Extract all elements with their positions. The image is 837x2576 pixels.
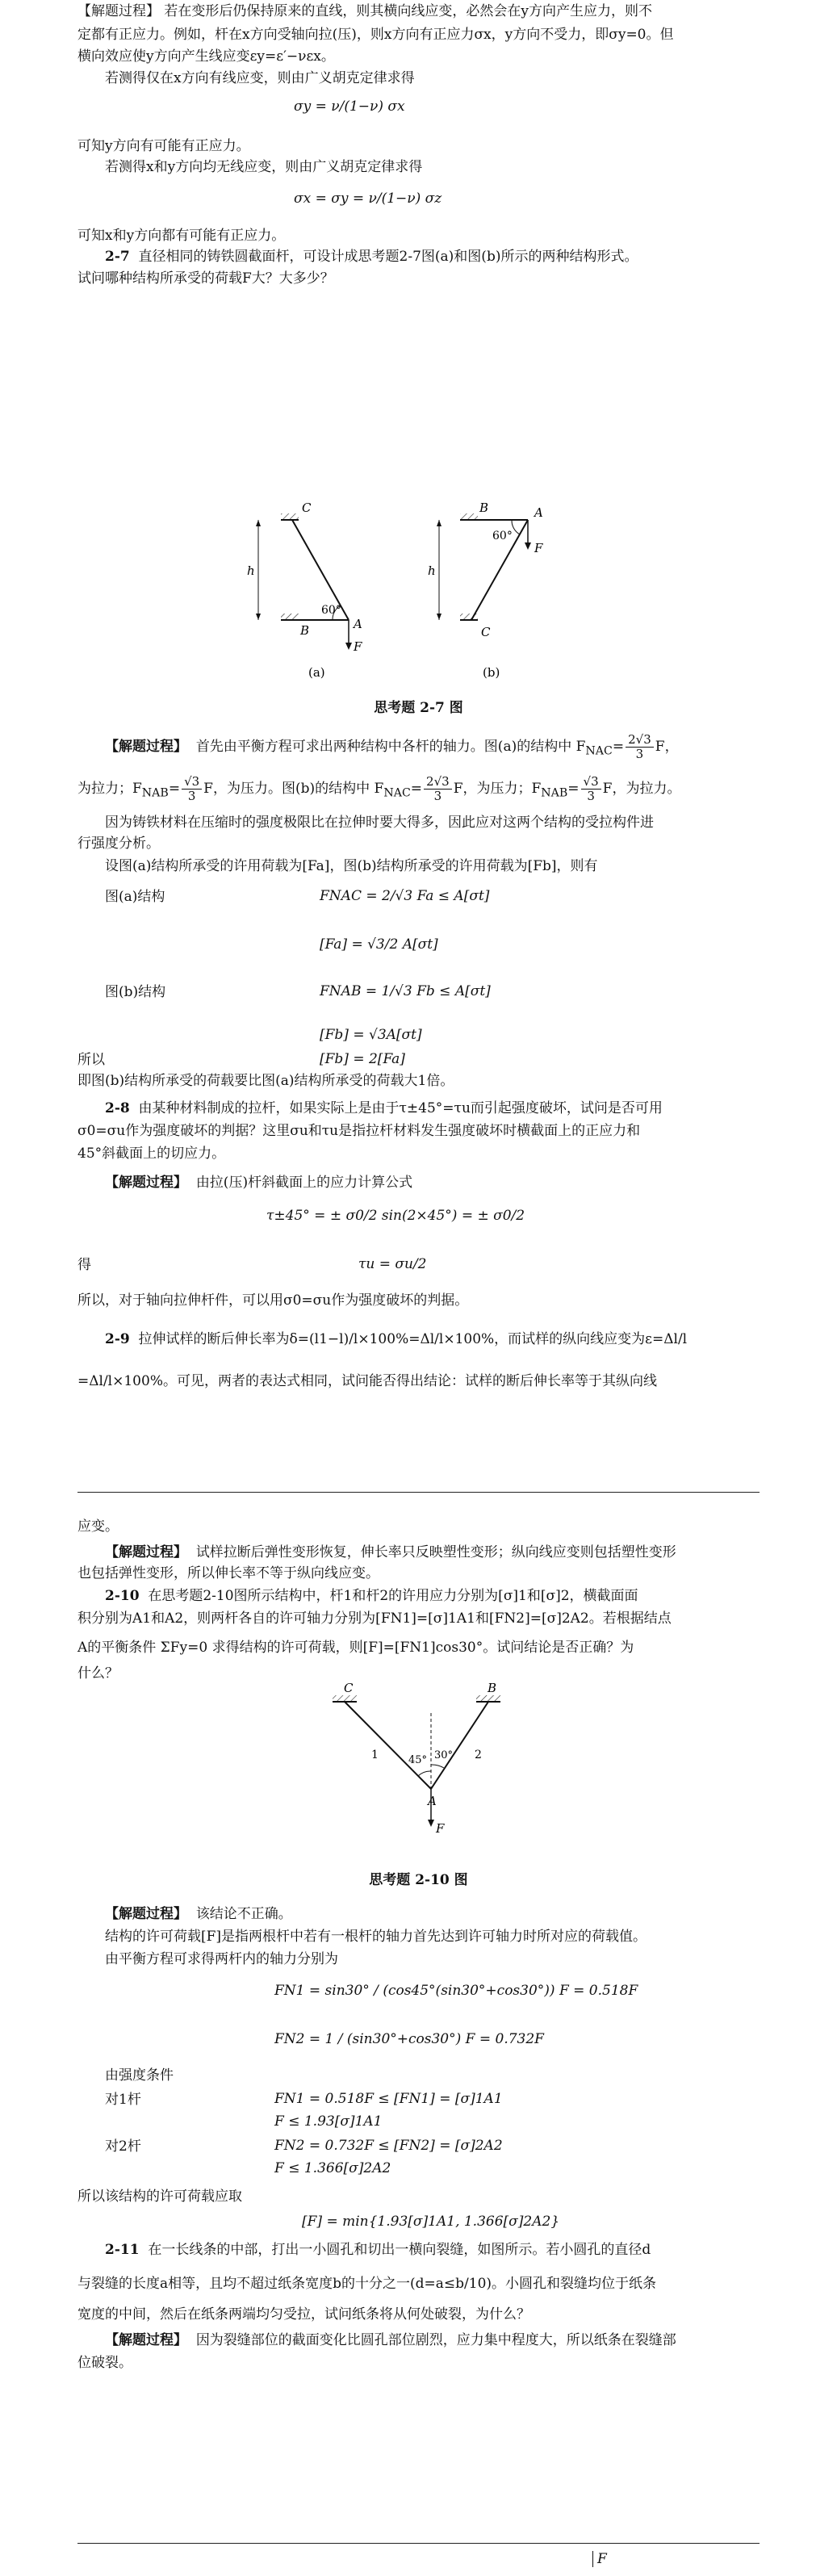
denominator: 3: [187, 789, 196, 803]
q210-sol-line-3: 由平衡方程可求得两杆内的轴力分别为: [105, 1951, 338, 1967]
q27-sol-line-2: [77, 775, 680, 803]
fig210-label-bar2: 2: [475, 1749, 482, 1761]
q27-line-2: 试问哪种结构所承受的荷载F大？大多少？: [77, 270, 334, 287]
q29-sol-text-1: 试样拉断后弹性变形恢复，伸长率只反映塑性变形；纵向线应变则包括塑性变形: [195, 1544, 676, 1560]
figure-2-7: [242, 484, 597, 686]
q211-sol-line-1: [105, 2331, 676, 2349]
dimension-arrow-bottom: [256, 614, 261, 620]
angle-arc-45: [418, 1771, 431, 1776]
fraction: [424, 775, 452, 803]
arrowhead: [428, 1820, 434, 1827]
page-divider: [77, 1492, 760, 1493]
solution-label: 【解题过程】: [105, 1906, 187, 1922]
fig-b-caption: (b): [483, 665, 500, 680]
q29-number: 2-9: [105, 1331, 130, 1347]
intro-line-7: 可知x和y方向都有可能有正应力。: [77, 228, 286, 244]
q210-rod2-eq-a: FN2 = 0.732F ≤ [FN2] = [σ]2A2: [274, 2138, 503, 2154]
q27-conclusion: 即图(b)结构所承受的荷载要比图(a)结构所承受的荷载大1倍。: [77, 1073, 454, 1089]
q210-rod1-eq-b: F ≤ 1.93[σ]1A1: [274, 2113, 383, 2130]
support-b-hatch: [476, 1695, 500, 1702]
q28-line-2: σ0=σu作为强度破坏的判据？这里σu和τu是指拉杆材料发生强度破坏时横截面上的正应力和: [77, 1123, 641, 1139]
q211-text-1: 在一长线条的中部，打出一小圆孔和切出一横向裂缝，如图所示。若小圆孔的直径d: [148, 2242, 651, 2258]
fig-b-label-f: F: [534, 541, 543, 555]
q210-line-2: 积分别为A1和A2，则两杆各自的许可轴力分别为[FN1]=[σ]1A1和[FN2]=[σ]2A2。若根据结点: [77, 1611, 672, 1627]
q29-line-1: [105, 1330, 687, 1348]
q210-eq-1: FN1 = sin30° / (cos45°(sin30°+cos30°)) F = 0.518F: [274, 1983, 638, 1999]
fraction: [182, 775, 202, 803]
dimension-arrow-top: [437, 520, 442, 526]
fig-a-caption: (a): [308, 665, 325, 680]
fig210-label-f: F: [436, 1821, 445, 1836]
text: F，为拉力。: [602, 781, 681, 797]
intro-line-6: 若测得x和y方向均无线应变，则由广义胡克定律求得: [105, 159, 423, 175]
support-b-hatch: [460, 513, 478, 520]
equals: =: [567, 781, 580, 797]
q28-eq-1: τ±45° = ± σ0/2 sin(2×45°) = ± σ0/2: [266, 1208, 525, 1224]
q28-number: 2-8: [105, 1100, 130, 1116]
intro-line-5: 可知y方向有可能有正应力。: [77, 138, 250, 154]
q29-line-2: =Δl/l×100%。可见，两者的表达式相同，试问能否得出结论：试样的断后伸长率等于其纵向线: [77, 1373, 657, 1389]
fig-b-label-a: A: [534, 505, 543, 520]
q29-sol-line-1: [105, 1544, 676, 1561]
q210-rod1-eq-a: FN1 = 0.518F ≤ [FN1] = [σ]1A1: [274, 2091, 503, 2107]
fig-b-label-h: h: [428, 563, 436, 578]
q210-sol-text-1: 该结论不正确。: [195, 1906, 292, 1922]
bar-2: [431, 1702, 488, 1789]
solution-label: 【解题过程】: [105, 739, 187, 755]
q211-line-3: 宽度的中间，然后在纸条两端均匀受拉，试问纸条将从何处破裂，为什么？: [77, 2306, 530, 2323]
fig210-label-b: B: [488, 1681, 497, 1695]
fraction: [626, 733, 654, 761]
q27-number: 2-7: [105, 249, 130, 265]
q28-line-1: [105, 1100, 663, 1117]
figure-2-7b: [437, 513, 531, 620]
fig-a-label-a: A: [354, 617, 362, 631]
q28-sol-text-1: 由拉(压)杆斜截面上的应力计算公式: [195, 1175, 413, 1191]
q28-de: 得: [77, 1257, 91, 1273]
q27-sol-text-1-end: F，: [655, 739, 679, 755]
solution-label: 【解题过程】: [105, 1175, 187, 1191]
fig-b-label-c: C: [481, 625, 491, 639]
figure-2-10: [323, 1681, 517, 1860]
struct-b-label: 图(b)结构: [105, 984, 166, 1000]
support-c-hatch: [333, 1695, 357, 1702]
page-divider-bottom: [77, 2543, 760, 2544]
figure-2-10-title: 思考题 2-10 图: [369, 1872, 468, 1888]
so-label: 所以: [77, 1052, 105, 1068]
fig210-label-a: A: [428, 1794, 437, 1808]
q210-sol-line-1: [105, 1905, 292, 1923]
eq-b-1: FNAB = 1/√3 Fb ≤ A[σt]: [320, 983, 491, 999]
q210-sol-line-2: 结构的许可荷载[F]是指两根杆中若有一根杆的轴力首先达到许可轴力时所对应的荷载值。: [105, 1929, 647, 1945]
eq-b-2: [Fb] = √3A[σt]: [320, 1027, 422, 1043]
fig-a-label-f: F: [354, 639, 362, 654]
numerator: 2√3: [626, 733, 654, 748]
text: 为拉力；F: [77, 781, 142, 797]
q211-sol-text-1: 因为裂缝部位的截面变化比圆孔部位剧烈，应力集中程度大，所以纸条在裂缝部: [195, 2332, 676, 2348]
q210-cond: 由强度条件: [105, 2067, 174, 2084]
next-figure-f-label: F: [597, 2551, 607, 2567]
dimension-arrow-bottom: [437, 614, 442, 620]
q27-sol-line-3: 因为铸铁材料在压缩时的强度极限比在拉伸时要大得多，因此应对这两个结构的受拉构件进: [105, 815, 654, 831]
q210-rod2-eq-b: F ≤ 1.366[σ]2A2: [274, 2160, 391, 2176]
intro-line-2: 定都有正应力。例如，杆在x方向受轴向拉(压)，则x方向有正应力σx，y方向不受力，即σy=0。但: [77, 27, 674, 43]
intro-eq-2: σx = σy = ν/(1−ν) σz: [294, 191, 442, 207]
numerator: √3: [581, 775, 601, 790]
q210-line-1: [105, 1587, 638, 1605]
q210-final: [F] = min{1.93[σ]1A1, 1.366[σ]2A2}: [302, 2214, 560, 2230]
q29-line-3: 应变。: [77, 1518, 119, 1535]
fig-b-label-b: B: [479, 501, 489, 515]
q29-sol-line-2: 也包括弹性变形，所以伸长率不等于纵向线应变。: [77, 1565, 379, 1581]
intro-eq-1: σy = ν/(1−ν) σx: [294, 98, 405, 115]
eq-a-2: [Fa] = √3/2 A[σt]: [320, 936, 438, 953]
q211-line-2: 与裂缝的长度a相等，且均不超过纸条宽度b的十分之一(d=a≤b/10)。小圆孔和裂缝均位于纸条: [77, 2276, 657, 2292]
fig-a-label-h: h: [247, 563, 255, 578]
intro-line-1: 【解题过程】 若在变形后仍保持原来的直线，则其横向线应变，必然会在y方向产生应力，则不: [77, 3, 653, 19]
q27-sol-line-1: [105, 733, 679, 761]
angle-arc: [512, 520, 520, 534]
text: F，为压力。图(b)的结构中 F: [203, 781, 384, 797]
q211-line-1: [105, 2241, 651, 2259]
q210-eq-2: FN2 = 1 / (sin30°+cos30°) F = 0.732F: [274, 2031, 544, 2047]
subscript: NAB: [141, 786, 169, 800]
fig210-angle-30: 30°: [434, 1749, 454, 1761]
solution-label: 【解题过程】: [105, 2332, 187, 2348]
fig210-label-c: C: [344, 1681, 354, 1695]
fraction: [581, 775, 601, 803]
q211-sol-line-2: 位破裂。: [77, 2355, 132, 2371]
denominator: 3: [433, 789, 442, 803]
denominator: 3: [587, 789, 595, 803]
equals: =: [168, 781, 181, 797]
intro-line-3: 横向效应使y方向产生线应变εy=ε′−νεx。: [77, 48, 335, 65]
q27-sol-text-1: 首先由平衡方程可求出两种结构中各杆的轴力。图(a)的结构中 F: [195, 739, 586, 755]
text: F，为压力；F: [453, 781, 542, 797]
support-b-hatch: [281, 614, 299, 620]
fig-a-label-c: C: [302, 501, 312, 515]
q28-text-1: 由某种材料制成的拉杆，如果实际上是由于τ±45°=τu而引起强度破坏，试问是否可用: [138, 1100, 663, 1116]
eq-c: [Fb] = 2[Fa]: [320, 1051, 405, 1067]
struct-a-label: 图(a)结构: [105, 889, 165, 905]
fig-a-label-b: B: [300, 623, 310, 638]
q28-eq-2: τu = σu/2: [358, 1256, 427, 1272]
dimension-arrow-top: [256, 520, 261, 526]
q29-text-1: 拉伸试样的断后伸长率为δ=(l1−l)/l×100%=Δl/l×100%，而试样的纵向线应变为ε=Δl/l: [138, 1331, 688, 1347]
q210-rod2: 对2杆: [105, 2138, 141, 2155]
q210-line-4: 什么？: [77, 1665, 119, 1682]
q27-sol-line-5: 设图(a)结构所承受的许用荷载为[Fa]，图(b)结构所承受的许用荷载为[Fb]，则有: [105, 858, 598, 874]
support-c-hatch: [281, 513, 299, 520]
fig-a-angle: 60°: [321, 604, 341, 617]
equals: =: [612, 739, 625, 755]
q27-text-1: 直径相同的铸铁圆截面杆，可设计成思考题2-7图(a)和图(b)所示的两种结构形式。: [138, 249, 638, 265]
q27-sol-line-4: 行强度分析。: [77, 836, 160, 852]
q27-line-1: [105, 248, 638, 266]
subscript: NAC: [585, 744, 613, 758]
q28-line-3: 45°斜截面上的切应力。: [77, 1146, 226, 1162]
arrowhead: [525, 542, 531, 550]
arrowhead: [345, 643, 352, 650]
numerator: 2√3: [424, 775, 452, 790]
q210-so: 所以该结构的许可荷载应取: [77, 2189, 242, 2205]
figure-2-7-title: 思考题 2-7 图: [374, 700, 463, 716]
q210-rod1: 对1杆: [105, 2092, 141, 2108]
q210-number: 2-10: [105, 1588, 140, 1604]
solution-label: 【解题过程】: [105, 1544, 187, 1560]
eq-a-1: FNAC = 2/√3 Fa ≤ A[σt]: [320, 888, 490, 904]
next-figure-arrow-stub: [592, 2551, 593, 2567]
q28-sol-line-1: [105, 1174, 412, 1192]
angle-arc-30: [431, 1765, 444, 1768]
fig210-label-bar1: 1: [371, 1749, 379, 1761]
fig210-angle-45: 45°: [408, 1754, 428, 1766]
q210-line-3: A的平衡条件 ΣFy=0 求得结构的许可荷载，则[F]=[FN1]cos30°。试问结论是否正确？为: [77, 1640, 634, 1656]
q210-text-1: 在思考题2-10图所示结构中，杆1和杆2的许用应力分别为[σ]1和[σ]2，横截面面: [148, 1588, 638, 1604]
numerator: √3: [182, 775, 202, 790]
q28-conclusion: 所以，对于轴向拉伸杆件，可以用σ0=σu作为强度破坏的判据。: [77, 1292, 469, 1309]
q211-number: 2-11: [105, 2242, 140, 2258]
subscript: NAC: [383, 786, 411, 800]
fig-b-angle: 60°: [492, 530, 513, 542]
intro-line-4: 若测得仅在x方向有线应变，则由广义胡克定律求得: [105, 70, 415, 86]
denominator: 3: [635, 747, 644, 761]
equals: =: [410, 781, 423, 797]
subscript: NAB: [541, 786, 568, 800]
